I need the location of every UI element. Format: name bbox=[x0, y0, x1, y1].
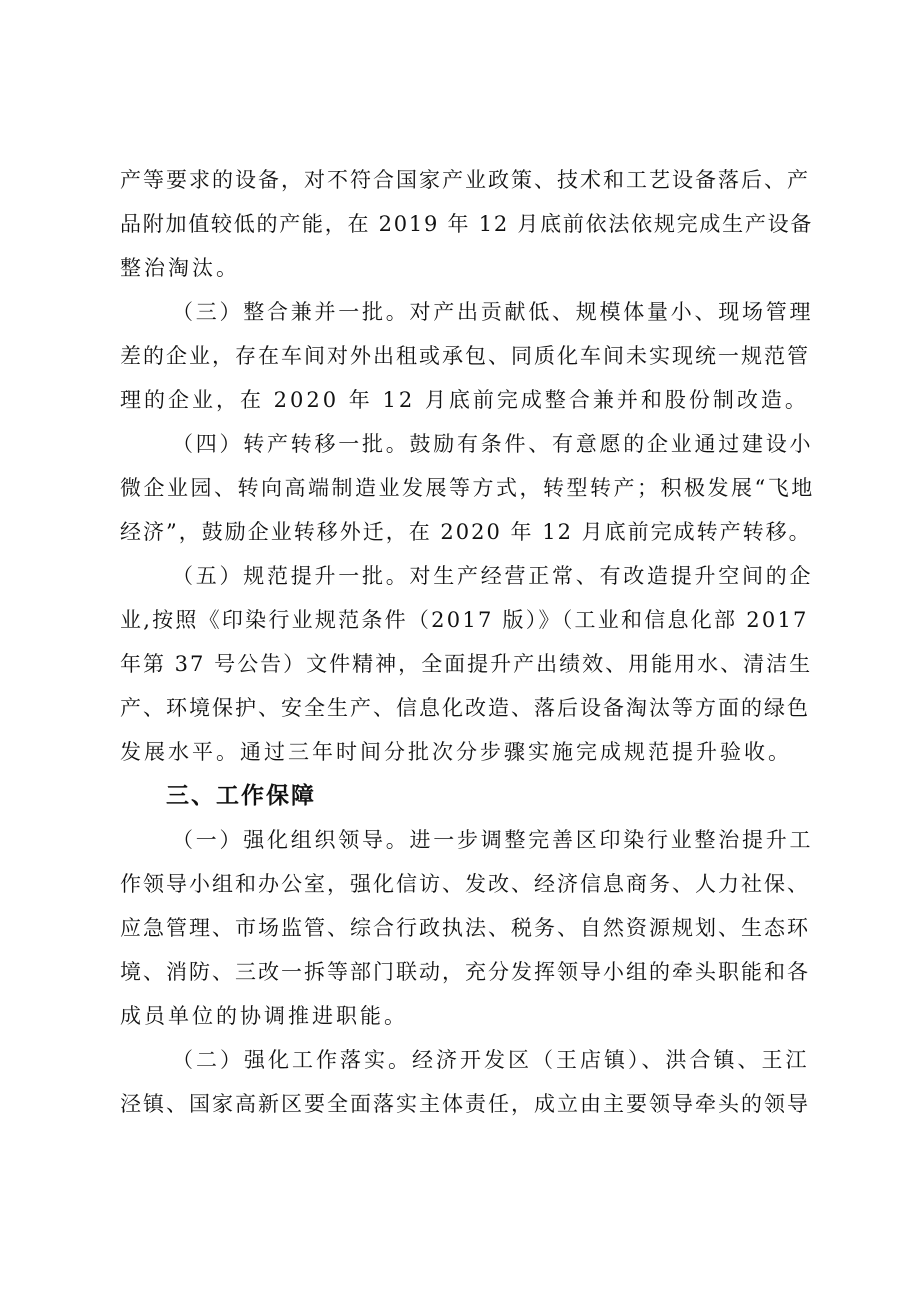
text-line: 差的企业，存在车间对外出租或承包、同质化车间未实现统一规范管 bbox=[120, 344, 810, 368]
text-line: 整治淘汰。 bbox=[120, 256, 240, 280]
text-line: 作领导小组和办公室，强化信访、发改、经济信息商务、人力社保、 bbox=[120, 872, 810, 896]
text-line: 经济”，鼓励企业转移外迁，在 2020 年 12 月底前完成转产转移。 bbox=[120, 520, 812, 544]
text-line: 发展水平。通过三年时间分批次分步骤实施完成规范提升验收。 bbox=[120, 740, 792, 764]
text-line: 境、消防、三改一拆等部门联动，充分发挥领导小组的牵头职能和各 bbox=[120, 960, 810, 984]
text-line: 品附加值较低的产能，在 2019 年 12 月底前依法依规完成生产设备 bbox=[120, 212, 814, 236]
text-line: 微企业园、转向高端制造业发展等方式，转型转产；积极发展“飞地 bbox=[120, 476, 815, 500]
text-line: 泾镇、国家高新区要全面落实主体责任，成立由主要领导牵头的领导 bbox=[120, 1092, 810, 1116]
text-line: 产等要求的设备，对不符合国家产业政策、技术和工艺设备落后、产 bbox=[120, 168, 810, 192]
text-line: （一）强化组织领导。进一步调整完善区印染行业整治提升工 bbox=[172, 828, 814, 852]
text-line: （五）规范提升一批。对生产经营正常、有改造提升空间的企 bbox=[172, 564, 814, 588]
text-line: 年第 37 号公告）文件精神，全面提升产出绩效、用能用水、清洁生 bbox=[120, 652, 813, 676]
text-line: （三）整合兼并一批。对产出贡献低、规模体量小、现场管理 bbox=[172, 300, 814, 324]
text-line: 理的企业，在 2020 年 12 月底前完成整合兼并和股份制改造。 bbox=[120, 388, 809, 412]
text-line: 应急管理、市场监管、综合行政执法、税务、自然资源规划、生态环 bbox=[120, 916, 810, 940]
text-line: 成员单位的协调推进职能。 bbox=[120, 1004, 408, 1028]
text-line: 业,按照《印染行业规范条件（2017 版）》（工业和信息化部 2017 bbox=[120, 608, 809, 632]
text-line: 产、环境保护、安全生产、信息化改造、落后设备淘汰等方面的绿色 bbox=[120, 696, 810, 720]
section-heading: 三、工作保障 bbox=[166, 783, 316, 809]
text-line: （四）转产转移一批。鼓励有条件、有意愿的企业通过建设小 bbox=[172, 432, 814, 456]
text-line: （二）强化工作落实。经济开发区（王店镇）、洪合镇、王江 bbox=[172, 1048, 810, 1072]
